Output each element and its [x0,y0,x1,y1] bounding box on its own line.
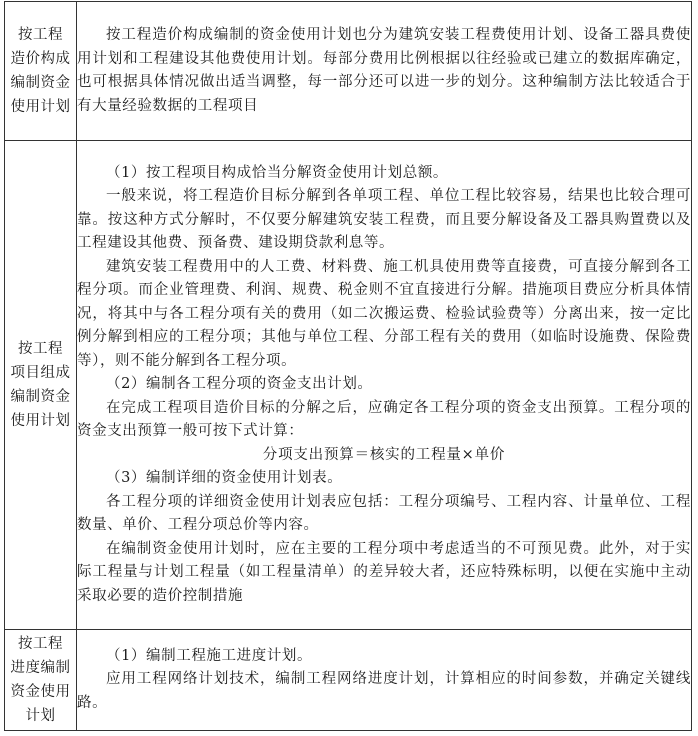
paragraph: 各工程分项的详细资金使用计划表应包括：工程分项编号、工程内容、计量单位、工程数量、单价、工程分项总价等内容。 [77,493,691,534]
table-row-schedule [5,630,692,731]
row-label-line: 按工程 [18,341,63,357]
row-label-line: 编制资金 [10,75,71,91]
paragraph: （1）编制工程施工进度计划。 [106,647,313,664]
fund-plan-table [4,1,692,731]
paragraph: 应用工程网络计划技术，编制工程网络进度计划，计算相应的时间参数，并确定关键线路。 [77,671,691,711]
row-label-line: 使用计划 [10,99,71,115]
row-label-line: 使用计划 [10,413,71,429]
paragraph: （2）编制各工程分项的资金支出计划。 [106,376,373,393]
paragraph: （3）编制详细的资金使用计划表。 [106,470,343,487]
row-label [5,2,77,141]
table-row-cost-composition [5,2,692,141]
row-label-line: 编制资金 [10,389,71,405]
row-label-line: 资金使用 [10,684,71,700]
row-label [5,630,77,731]
row-label-line: 造价构成 [10,51,71,67]
row-label-line: 按工程 [18,636,63,652]
row-content [77,630,692,731]
formula: 分项支出预算＝核实的工程量×单价 [262,446,506,463]
row-label-line: 进度编制 [10,660,71,676]
paragraph: 一般来说，将工程造价目标分解到各单项工程、单位工程比较容易，结果也比较合理可靠。按这种方式分解时，不仅要分解建筑安装工程费，而且要分解设备及工器具购置费以及工程建设其他费、预备费、建设期贷款利息等。 [77,188,691,252]
row-label-line: 项目组成 [10,365,71,381]
paragraph: 建筑安装工程费用中的人工费、材料费、施工机具使用费等直接费，可直接分解到各工程分项。而企业管理费、利润、规费、税金则不宜直接进行分解。措施项目费应分析具体情况，将其中与各工程分项有关的费用（如二次搬运费、检验试验费等）分离出来，按一定比例分解到相应的工程分项；其他与单位工程、分部工程有关的费用（如临时设施费、保险费等），则不能分解到各工程分项。 [77,258,691,369]
paragraph: 在完成工程项目造价目标的分解之后，应确定各工程分项的资金支出预算。工程分项的资金支出预算一般可按下式计算： [77,399,691,440]
row-content [77,2,692,141]
paragraph: 按工程造价构成编制的资金使用计划也分为建筑安装工程费使用计划、设备工器具费使用计划和工程建设其他费使用计划。每部分费用比例根据以往经验或已建立的数据库确定，也可根据具体情况做出适当调整，每一部分还可以进一步的划分。这种编制方法比较适合于有大量经验数据的工程项目 [77,27,691,114]
row-label-line: 计划 [25,708,56,724]
table-row-project-composition [5,141,692,630]
paragraph: 在编制资金使用计划时，应在主要的工程分项中考虑适当的不可预见费。此外，对于实际工程量与计划工程量（如工程量清单）的差异较大者，还应特殊标明，以便在实施中主动采取必要的造价控制措施 [77,540,691,604]
row-label [5,141,77,630]
row-content [77,141,692,630]
row-label-line: 按工程 [18,27,63,43]
paragraph: （1）按工程项目构成恰当分解资金使用计划总额。 [106,164,449,181]
